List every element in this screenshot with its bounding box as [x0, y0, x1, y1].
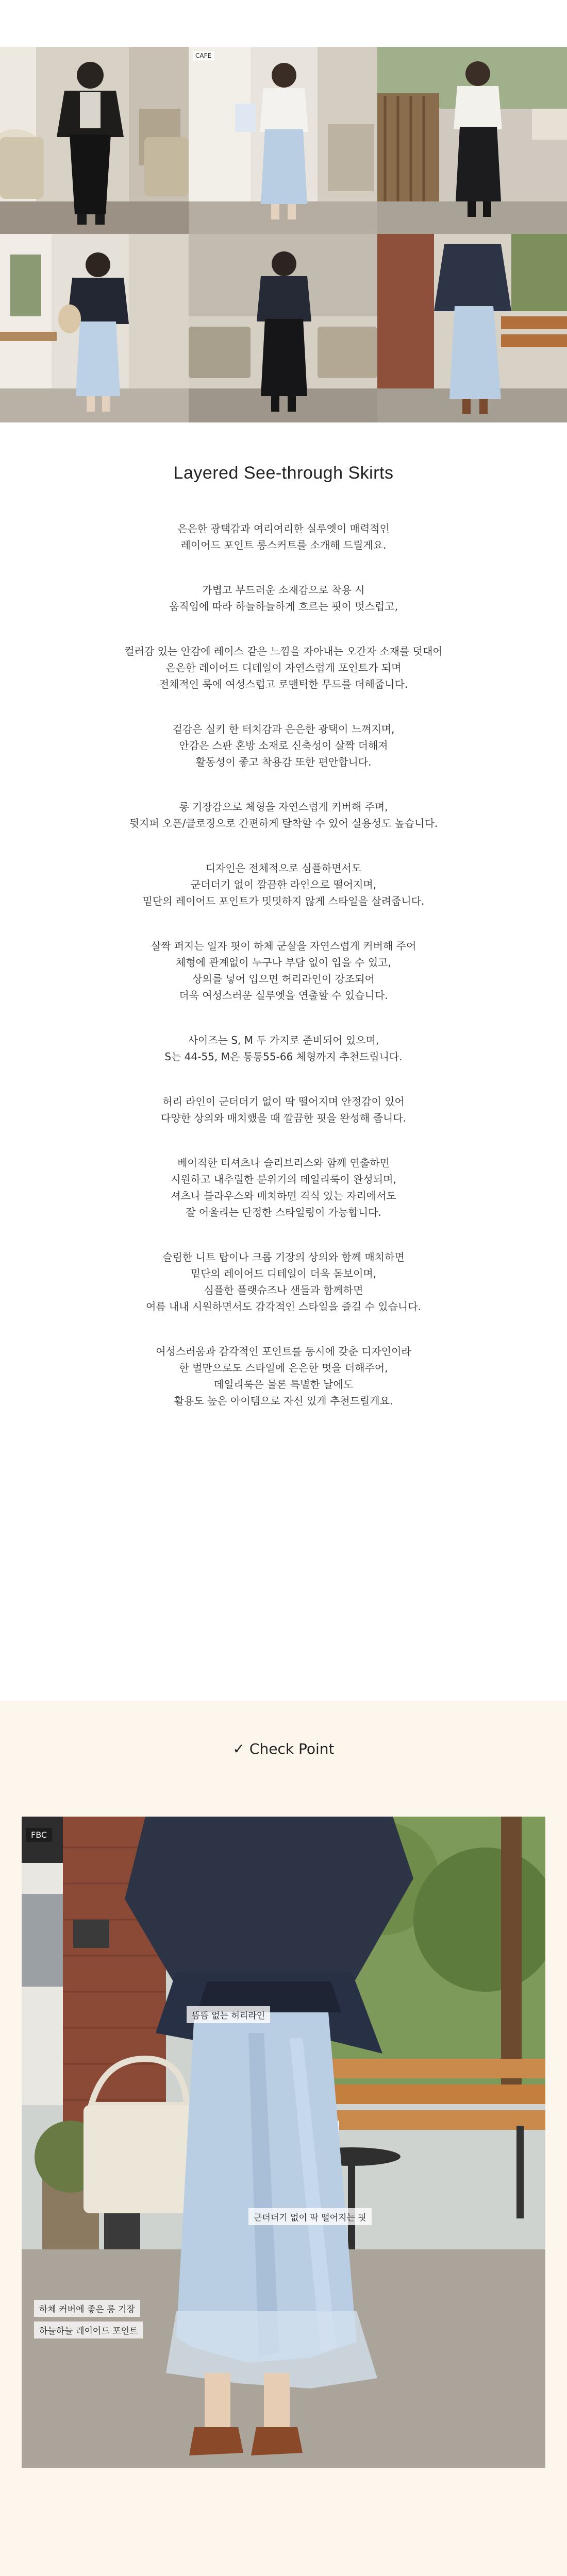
description-line: 뒷지퍼 오픈/클로징으로 간편하게 탈착할 수 있어 실용성도 높습니다.: [129, 817, 438, 829]
check-point-title: Check Point: [249, 1740, 335, 1757]
description-paragraph: [0, 1093, 567, 1126]
product-title: Layered See-through Skirts: [173, 463, 394, 483]
description-line: 한 벌만으로도 스타일에 은은한 멋을 더해주어,: [179, 1362, 388, 1374]
description-line: 더욱 여성스러운 실루엣을 연출할 수 있습니다.: [179, 989, 388, 1002]
description-line: 밑단의 레이어드 디테일이 더욱 돋보이며,: [190, 1267, 377, 1280]
description-line: 베이직한 티셔츠나 슬리브리스와 함께 연출하면: [177, 1157, 390, 1169]
cafe-sign: CAFE: [193, 51, 214, 60]
description-paragraph: [0, 1032, 567, 1065]
gallery-photo-3: [377, 47, 567, 234]
description-line: 슬림한 니트 탑이나 크롭 기장의 상의와 함께 매치하면: [162, 1251, 405, 1263]
description-line: 전체적인 룩에 여성스럽고 로맨틱한 무드를 더해줍니다.: [159, 678, 408, 690]
description-line: 활동성이 좋고 착용감 또한 편안합니다.: [195, 756, 372, 768]
description-line: 롱 기장감으로 체형을 자연스럽게 커버해 주며,: [179, 801, 388, 813]
description-line: 사이즈는 S, M 두 가지로 준비되어 있으며,: [188, 1034, 379, 1046]
gallery-photo-5: [189, 234, 377, 422]
description-line: 컬러감 있는 안감에 레이스 같은 느낌을 자아내는 오간자 소재를 덧대어: [124, 645, 443, 657]
description-line: 셔츠나 블라우스와 매치하면 격식 있는 자리에서도: [171, 1190, 396, 1202]
annotation-layered-point: 하늘하늘 레이어드 포인트: [34, 2321, 143, 2338]
check-point-photo: [22, 1817, 545, 2468]
description-line: 은은한 레이어드 디테일이 자연스럽게 포인트가 되며: [165, 662, 402, 674]
description-line: 여성스러움과 감각적인 포인트를 동시에 갖춘 디자인이라: [156, 1345, 411, 1358]
description-line: 움직임에 따라 하늘하늘하게 흐르는 핏이 멋스럽고,: [169, 600, 398, 613]
description-line: 군더더기 없이 깔끔한 라인으로 떨어지며,: [190, 878, 377, 891]
description-line: 심플한 플랫슈즈나 샌들과 함께하면: [204, 1284, 363, 1296]
description-paragraph: [0, 520, 567, 553]
description-line: 가볍고 부드러운 소재감으로 착용 시: [202, 584, 365, 596]
description-paragraph: [0, 1343, 567, 1409]
description-paragraph: [0, 643, 567, 692]
store-sign-text: FBC: [26, 1828, 52, 1842]
description-paragraph: [0, 799, 567, 832]
description-paragraph: [0, 1249, 567, 1315]
description-line: 상의를 넣어 입으면 허리라인이 강조되어: [192, 973, 375, 985]
description-paragraph: [0, 938, 567, 1004]
description-line: 디자인은 전체적으로 심플하면서도: [205, 862, 362, 874]
annotation-long-length: 하체 커버에 좋은 롱 기장: [34, 2300, 140, 2317]
description-line: 데일리룩은 물론 특별한 날에도: [213, 1378, 354, 1391]
description-paragraph: [0, 1155, 567, 1221]
description-line: 은은한 광택감과 여리여리한 실루엣이 매력적인: [177, 522, 390, 535]
description-line: 잘 어울리는 단정한 스타일링이 가능합니다.: [186, 1206, 381, 1218]
product-description: [0, 520, 567, 1437]
annotation-fit: 군더더기 없이 딱 떨어지는 핏: [248, 2208, 372, 2225]
description-line: S는 44-55, M은 통통55-66 체형까지 추천드립니다.: [164, 1050, 403, 1063]
description-line: 다양한 상의와 매치했을 때 깔끔한 핏을 완성해 줍니다.: [161, 1112, 406, 1124]
description-line: 레이어드 포인트 롱스커트를 소개해 드릴게요.: [180, 539, 387, 551]
photo-gallery: [0, 47, 567, 422]
gallery-photo-2: [189, 47, 377, 234]
description-paragraph: [0, 860, 567, 909]
description-line: 겉감은 실키 한 터치감과 은은한 광택이 느껴지며,: [172, 723, 395, 735]
check-point-heading: [0, 1740, 567, 1757]
gallery-photo-4: [0, 234, 189, 422]
description-line: 여름 내내 시원하면서도 감각적인 스타일을 즐길 수 있습니다.: [146, 1300, 421, 1313]
description-line: 활용도 높은 아이템으로 자신 있게 추천드릴게요.: [174, 1395, 393, 1407]
checkmark-icon: ✓: [232, 1740, 245, 1757]
gallery-photo-6: [377, 234, 567, 422]
description-line: 허리 라인이 군더더기 없이 딱 떨어지며 안정감이 있어: [162, 1095, 405, 1108]
description-line: 안감은 스판 혼방 소재로 신축성이 살짝 더해져: [179, 739, 388, 752]
gallery-photo-1: [0, 47, 189, 234]
annotation-waistline: 뜸뜸 없는 허리라인: [187, 2006, 270, 2023]
description-line: 시원하고 내추럴한 분위기의 데일리룩이 완성되며,: [171, 1173, 396, 1185]
description-paragraph: [0, 721, 567, 770]
description-paragraph: [0, 582, 567, 615]
description-line: 살짝 퍼지는 일자 핏이 하체 군살을 자연스럽게 커버해 주어: [151, 940, 416, 952]
description-line: 체형에 관계없이 누구나 부담 없이 입을 수 있고,: [176, 956, 391, 969]
description-line: 밑단의 레이어드 포인트가 밋밋하지 않게 스타일을 살려줍니다.: [142, 895, 425, 907]
